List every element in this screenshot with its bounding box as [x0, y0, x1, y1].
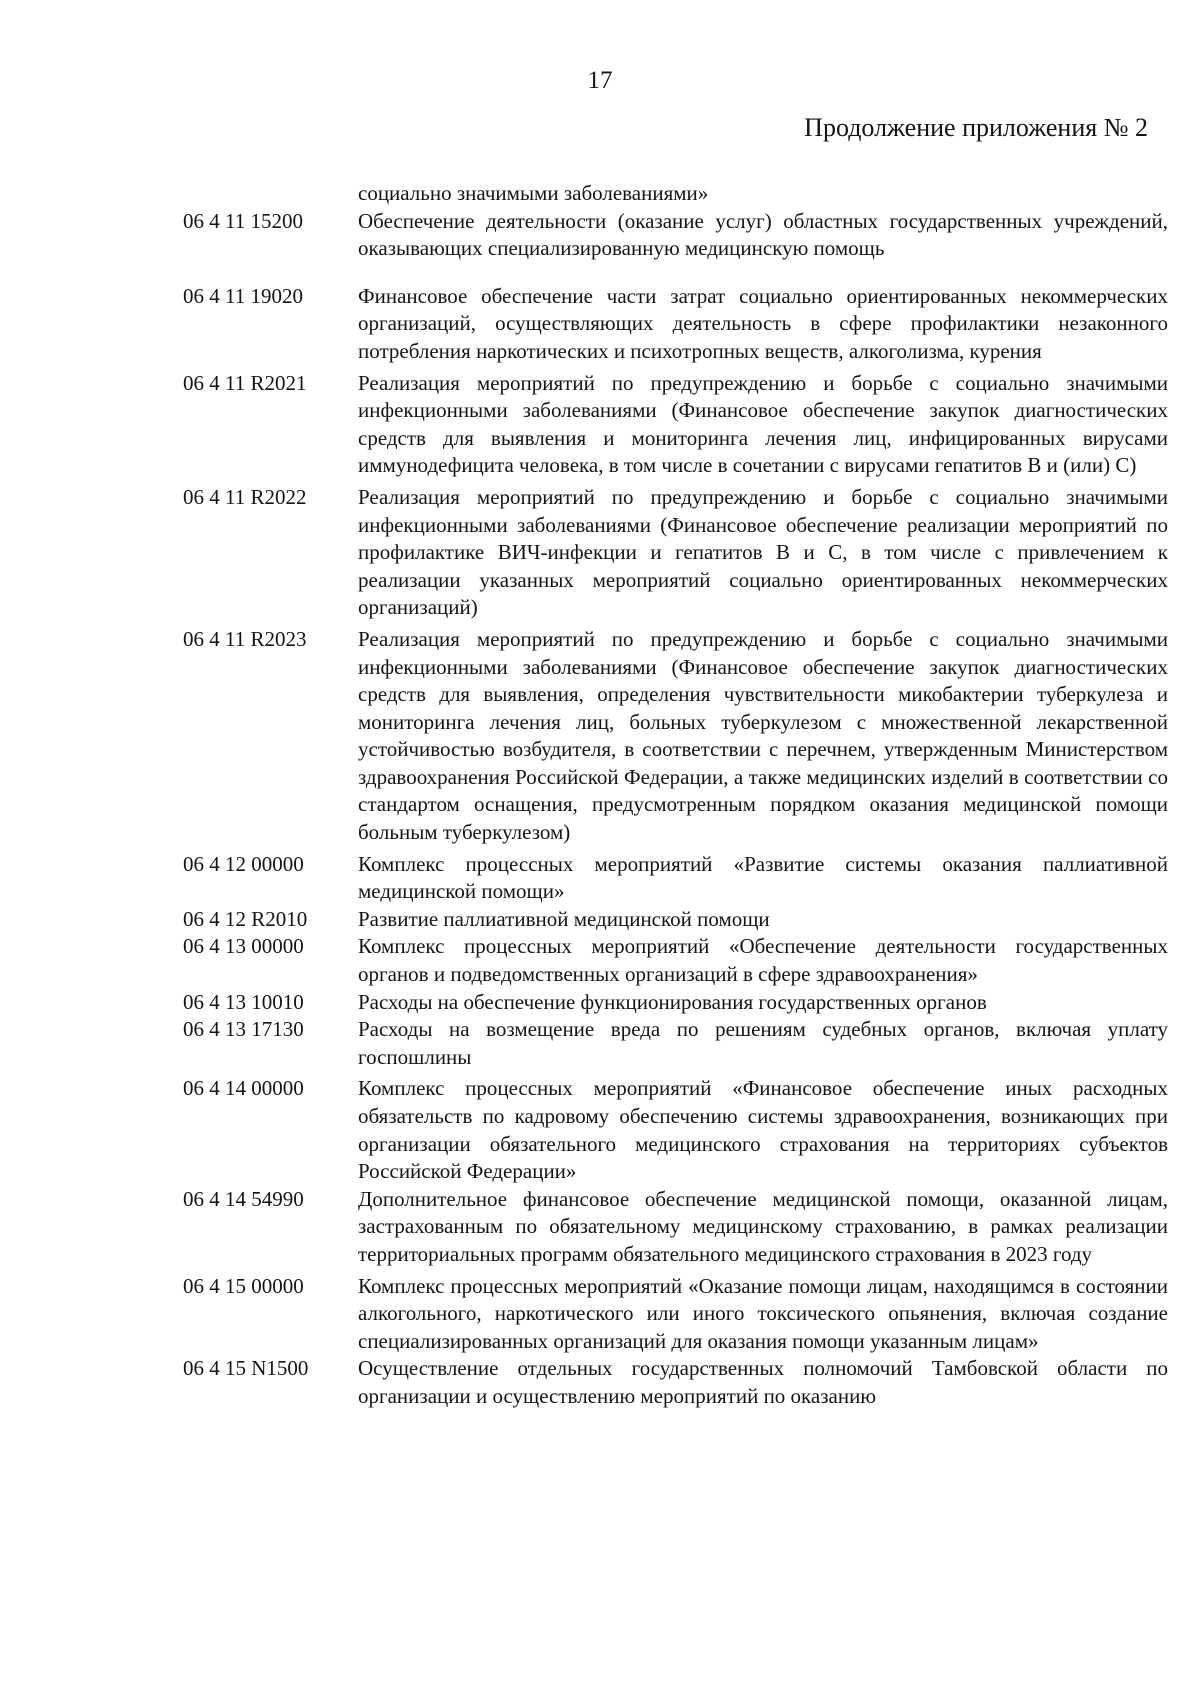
list-row — [0, 989, 1200, 1017]
code-description: Дополнительное финансовое обеспечение медицинской помощи, оказанной лицам, застрахованным по обязательному медицинскому страхованию, в рамках реализации территориальных программ обязательного медицинского страхования в 2023 году — [358, 1186, 1168, 1266]
list-row — [0, 851, 1200, 906]
list-row — [0, 208, 1200, 263]
classification-code: 06 4 11 R2021 — [183, 370, 307, 395]
code-description: Финансовое обеспечение части затрат социально ориентированных некоммерческих организаций, осуществляющих деятельность в сфере профилактики незаконного потребления наркотических и психотропных веществ, алкоголизма, курения — [358, 283, 1168, 363]
classification-code: 06 4 11 R2023 — [183, 626, 307, 651]
list-row — [0, 1355, 1200, 1410]
code-description: Расходы на возмещение вреда по решениям судебных органов, включая уплату госпошлины — [358, 1017, 1168, 1069]
budget-code-list — [0, 180, 1200, 1411]
list-row — [0, 1186, 1200, 1269]
list-row — [0, 1075, 1200, 1185]
list-row — [0, 933, 1200, 988]
code-description: Осуществление отдельных государственных полномочий Тамбовской области по организации и осуществлению мероприятий по оказанию — [358, 1356, 1168, 1408]
list-row — [0, 626, 1200, 847]
code-description: Комплекс процессных мероприятий «Финансовое обеспечение иных расходных обязательств по кадровому обеспечению системы здравоохранения, возникающих при организации обязательного медицинского страхования на территориях субъектов Российской Федерации» — [358, 1076, 1168, 1184]
list-row — [0, 180, 1200, 208]
code-description: социально значимыми заболеваниями» — [358, 181, 709, 205]
classification-code: 06 4 11 19020 — [183, 283, 303, 308]
code-description: Комплекс процессных мероприятий «Развитие системы оказания паллиативной медицинской помощи» — [358, 851, 1168, 904]
page-number: 17 — [587, 67, 613, 94]
appendix-header: Продолжение приложения № 2 — [804, 113, 1148, 142]
classification-code: 06 4 15 N1500 — [183, 1356, 309, 1381]
code-description: Расходы на обеспечение функционирования государственных органов — [358, 989, 987, 1014]
classification-code: 06 4 15 00000 — [183, 1273, 304, 1298]
classification-code: 06 4 14 54990 — [183, 1186, 304, 1211]
code-description: Комплекс процессных мероприятий «Обеспечение деятельности государственных органов и подведомственных организаций в сфере здравоохранения» — [358, 934, 1168, 987]
classification-code: 06 4 12 R2010 — [183, 906, 308, 931]
list-row — [0, 484, 1200, 622]
list-row — [0, 1273, 1200, 1356]
code-description: Реализация мероприятий по предупреждению и борьбе с социально значимыми инфекционными заболеваниями (Финансовое обеспечение закупок диагностических средств для выявления и мониторинга лечения лиц, инфицированных вирусами иммунодефицита человека, в том числе в сочетании с вирусами гепатитов В и (или) С) — [358, 370, 1168, 478]
classification-code: 06 4 13 00000 — [183, 934, 304, 959]
list-row — [0, 906, 1200, 934]
list-row — [0, 370, 1200, 480]
classification-code: 06 4 12 00000 — [183, 851, 304, 876]
classification-code: 06 4 11 R2022 — [183, 484, 307, 509]
classification-code: 06 4 11 15200 — [183, 208, 303, 233]
code-description: Комплекс процессных мероприятий «Оказание помощи лицам, находящимся в состоянии алкогольного, наркотического или иного токсического опьянения, включая создание специализированных организаций для оказания помощи указанным лицам» — [358, 1273, 1168, 1353]
classification-code: 06 4 14 00000 — [183, 1076, 304, 1101]
code-description: Обеспечение деятельности (оказание услуг) областных государственных учреждений, оказывающих специализированную медицинскую помощь — [358, 208, 1168, 261]
list-row — [0, 1016, 1200, 1071]
code-description: Реализация мероприятий по предупреждению и борьбе с социально значимыми инфекционными заболеваниями (Финансовое обеспечение закупок диагностических средств для выявления, определения чувствительности микобактерии туберкулеза и мониторинга лечения лиц, больных туберкулезом с множественной лекарственной устойчивостью возбудителя, в соответствии с перечнем, утвержденным Министерством здравоохранения Российской Федерации, а также медицинских изделий в соответствии со стандартом оснащения, предусмотренным порядком оказания медицинской помощи больным туберкулезом) — [358, 626, 1168, 845]
classification-code: 06 4 13 17130 — [183, 1017, 304, 1042]
code-description: Реализация мероприятий по предупреждению и борьбе с социально значимыми инфекционными заболеваниями (Финансовое обеспечение реализации мероприятий по профилактике ВИЧ-инфекции и гепатитов В и С, в том числе с привлечением к реализации указанных мероприятий социально ориентированных некоммерческих организаций) — [358, 484, 1168, 620]
code-description: Развитие паллиативной медицинской помощи — [358, 906, 770, 931]
classification-code: 06 4 13 10010 — [183, 989, 304, 1014]
list-row — [0, 283, 1200, 366]
